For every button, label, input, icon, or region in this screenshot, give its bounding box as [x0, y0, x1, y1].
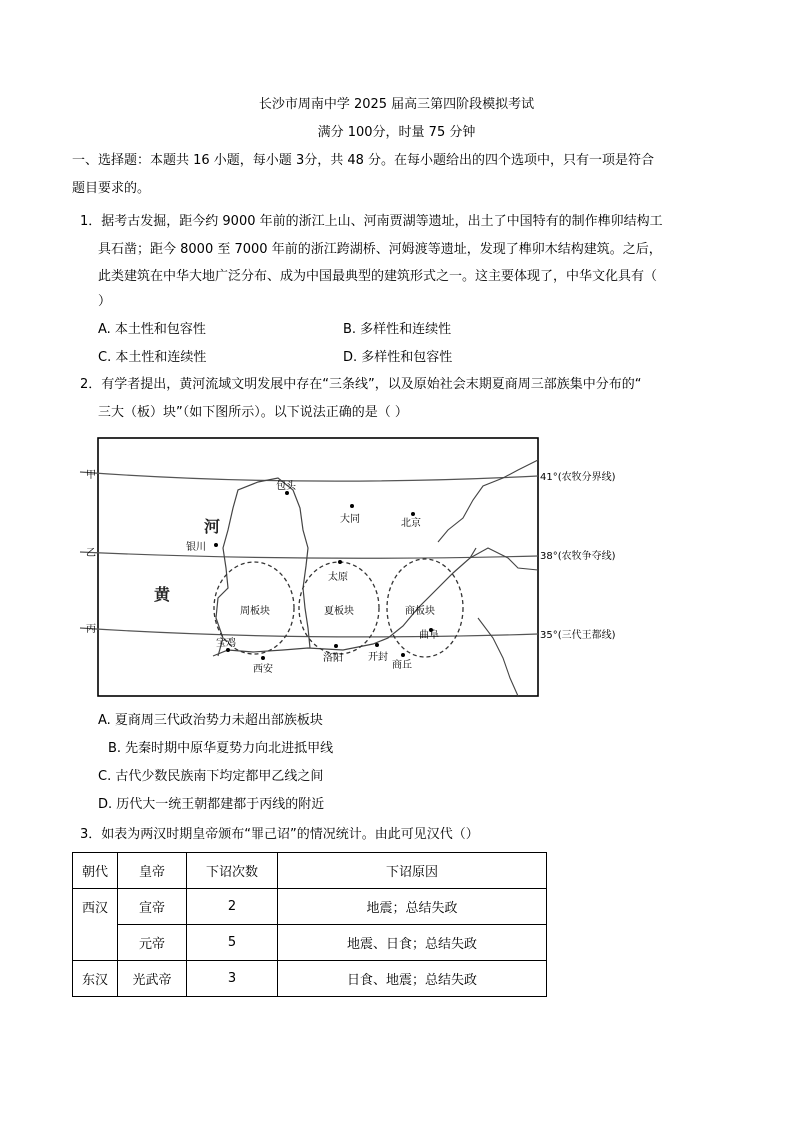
city-dot-kaifeng	[375, 643, 379, 647]
q1-option-a: A. 本土性和包容性	[98, 322, 206, 337]
header-emperor: 皇帝	[118, 853, 187, 889]
line-name-yi: 乙	[86, 548, 96, 559]
cell-reason: 日食、地震；总结失政	[278, 961, 547, 997]
line-label-41: 41°(农牧分界线)	[540, 472, 616, 483]
block-shang: 商板块	[405, 606, 435, 617]
q1-option-d: D. 多样性和包容性	[343, 350, 453, 365]
block-zhou: 周板块	[240, 606, 270, 617]
cell-reason: 地震、日食；总结失政	[278, 925, 547, 961]
city-dot-luoyang	[334, 644, 338, 648]
cell-emperor: 宣帝	[118, 889, 187, 925]
exam-title: 长沙市周南中学 2025 届高三第四阶段模拟考试	[258, 97, 535, 112]
table-header-row	[73, 853, 547, 889]
table-row	[73, 961, 547, 997]
table-row	[73, 889, 547, 925]
header-count: 下诏次数	[187, 853, 278, 889]
line-name-bing: 丙	[86, 624, 96, 635]
city-dot-yinchuan	[214, 543, 218, 547]
block-xia: 夏板块	[324, 606, 354, 617]
cell-count: 3	[187, 961, 278, 997]
q1-option-c: C. 本土性和连续性	[98, 350, 207, 365]
yellow-river-map	[86, 438, 698, 698]
q3-stem: 3．如表为两汉时期皇帝颁布“罪己诏”的情况统计。由此可见汉代（）	[80, 827, 479, 842]
city-taiyuan: 太原	[328, 572, 348, 583]
q2-option-b: B. 先秦时期中原华夏势力向北进抵甲线	[108, 741, 334, 756]
cell-reason: 地震；总结失政	[278, 889, 547, 925]
city-dot-xian	[261, 656, 265, 660]
river-char-huang: 黄	[154, 585, 171, 604]
city-kaifeng: 开封	[368, 652, 388, 663]
q1-stem-line1: 1．据考古发掘，距今约 9000 年前的浙江上山、河南贾湖等遗址，出土了中国特有的制作榫卯结构工	[80, 214, 663, 229]
q2-option-c: C. 古代少数民族南下均定都甲乙线之间	[98, 769, 324, 784]
header-dynasty: 朝代	[73, 853, 118, 889]
cell-dynasty: 西汉	[73, 889, 118, 961]
city-shangqiu: 商丘	[392, 660, 412, 671]
city-dot-datong	[350, 504, 354, 508]
city-dot-taiyuan	[338, 560, 342, 564]
q2-stem-line2: 三大（板）块”（如下图所示）。以下说法正确的是（ ）	[98, 405, 408, 420]
q2-option-a: A. 夏商周三代政治势力未超出部族板块	[98, 713, 323, 728]
cell-count: 2	[187, 889, 278, 925]
cell-count: 5	[187, 925, 278, 961]
line-label-35: 35°(三代王都线)	[540, 630, 616, 641]
cell-emperor: 元帝	[118, 925, 187, 961]
river-char-he: 河	[204, 517, 221, 536]
q1-stem-line3: 此类建筑在中华大地广泛分布、成为中国最典型的建筑形式之一。这主要体现了，中华文化具有（	[98, 269, 658, 284]
map-svg	[86, 438, 698, 698]
section-instruction-line1: 一、选择题：本题共 16 小题，每小题 3分，共 48 分。在每小题给出的四个选项中，只有一项是符合	[72, 153, 655, 168]
q1-option-b: B. 多样性和连续性	[343, 322, 452, 337]
q1-stem-line4: ）	[98, 294, 112, 309]
city-xian: 西安	[253, 664, 273, 675]
cell-emperor: 光武帝	[118, 961, 187, 997]
section-instruction-line2: 题目要求的。	[72, 181, 151, 196]
q2-option-d: D. 历代大一统王朝都建都于丙线的附近	[98, 797, 325, 812]
city-beijing: 北京	[401, 518, 421, 529]
city-baotou: 包头	[276, 481, 296, 492]
city-dot-beijing	[411, 512, 415, 516]
city-datong: 大同	[340, 514, 360, 525]
city-luoyang: 洛阳	[323, 653, 343, 664]
exam-subtitle: 满分 100分，时量 75 分钟	[317, 125, 476, 140]
table-row	[73, 925, 547, 961]
city-dot-shangqiu	[401, 653, 405, 657]
city-yinchuan: 银川	[186, 542, 206, 553]
q3-table	[72, 852, 547, 997]
line-label-38: 38°(农牧争夺线)	[540, 551, 616, 562]
city-qufu: 曲阜	[419, 630, 439, 641]
q2-stem-line1: 2．有学者提出，黄河流域文明发展中存在“三条线”，以及原始社会末期夏商周三部族集中分布的“	[80, 377, 642, 392]
q1-stem-line2: 具石凿；距今 8000 至 7000 年前的浙江跨湖桥、河姆渡等遗址，发现了榫卯木结构建筑。之后，	[98, 242, 662, 257]
header-reason: 下诏原因	[278, 853, 547, 889]
city-baoji: 宝鸡	[216, 638, 236, 649]
line-name-jia: 甲	[86, 470, 96, 481]
cell-dynasty: 东汉	[73, 961, 118, 997]
